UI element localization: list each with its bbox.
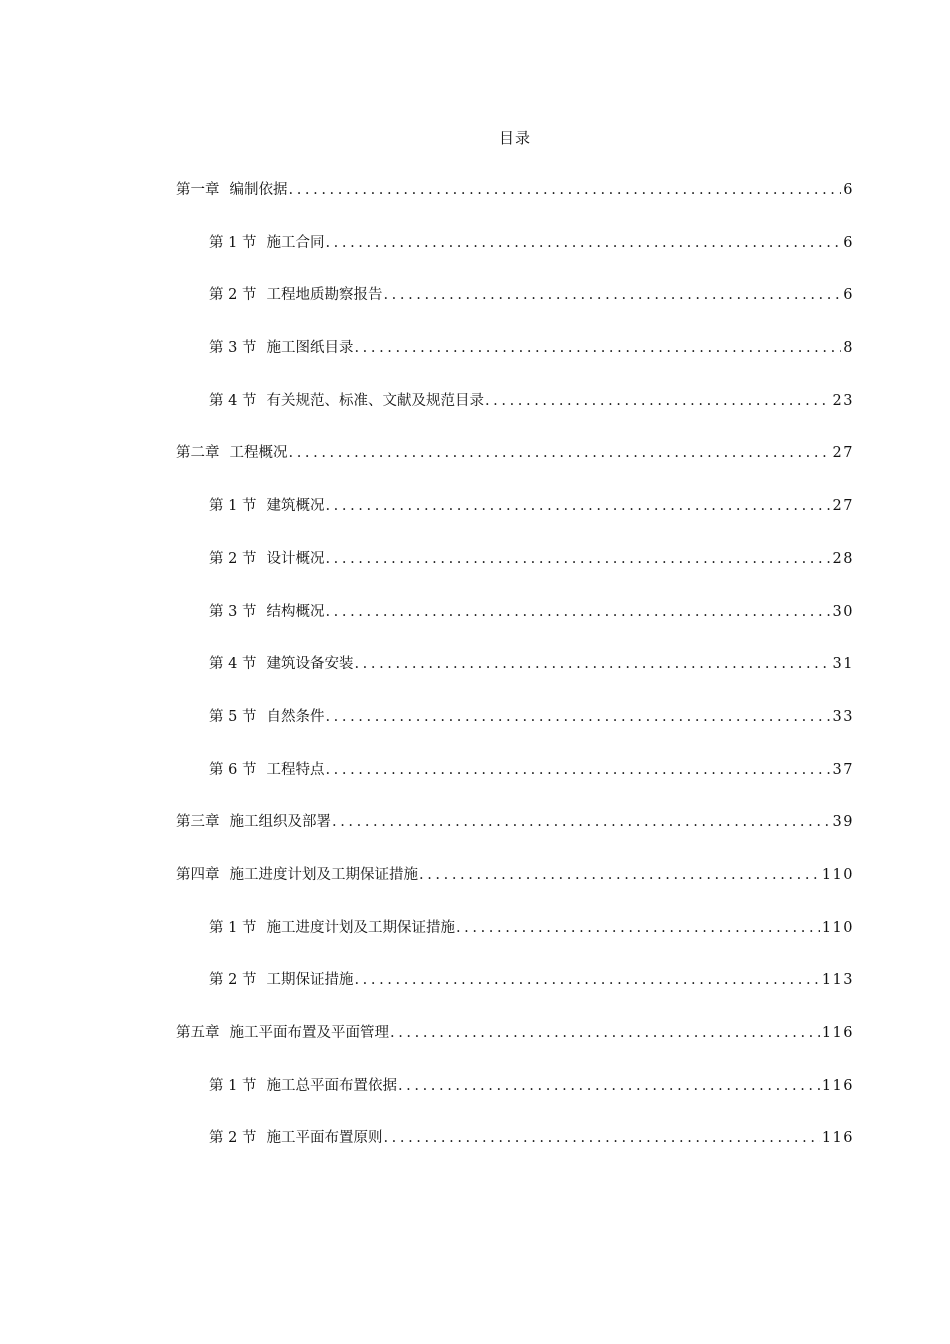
entry-number: 第二章 xyxy=(176,445,220,462)
entry-page-number: 113 xyxy=(821,972,854,989)
entry-number: 第 3 节 xyxy=(209,603,257,620)
dot-leader xyxy=(325,592,830,632)
entry-title: 工程地质勘察报告 xyxy=(266,287,383,304)
dot-leader xyxy=(325,697,830,737)
entry-number: 第 1 节 xyxy=(209,498,257,515)
entry-number: 第一章 xyxy=(176,182,220,198)
dot-leader xyxy=(325,223,841,263)
entry-number: 第 2 节 xyxy=(209,1130,257,1147)
entry-page-number: 33 xyxy=(832,708,854,725)
entry-number: 第 4 节 xyxy=(209,392,257,409)
entry-title: 工程概况 xyxy=(229,445,288,462)
toc-chapter-entry[interactable] xyxy=(0,855,950,908)
dot-leader xyxy=(325,486,830,526)
toc-chapter-entry[interactable] xyxy=(0,1013,950,1066)
entry-page-number: 6 xyxy=(843,234,854,251)
entry-title: 施工进度计划及工期保证措施 xyxy=(229,866,418,883)
toc-section-entry[interactable] xyxy=(0,223,950,276)
entry-page-number: 110 xyxy=(821,866,854,883)
dot-leader xyxy=(325,750,830,790)
entry-number: 第 2 节 xyxy=(209,287,257,304)
toc-section-entry[interactable] xyxy=(0,1066,950,1119)
entry-page-number: 39 xyxy=(832,814,854,831)
dot-leader xyxy=(354,960,819,1000)
dot-leader xyxy=(398,1066,820,1106)
toc-title: 目录 xyxy=(498,129,531,147)
entry-page-number: 116 xyxy=(821,1025,854,1041)
entry-title: 施工平面布置及平面管理 xyxy=(229,1025,389,1041)
entry-title: 工程特点 xyxy=(266,761,325,778)
entry-page-number: 30 xyxy=(832,603,854,620)
dot-leader xyxy=(485,381,831,421)
toc-section-entry[interactable] xyxy=(0,592,950,645)
entry-title: 建筑概况 xyxy=(266,498,325,515)
entry-page-number: 37 xyxy=(832,761,854,778)
entry-page-number: 28 xyxy=(832,550,854,567)
toc-section-entry[interactable] xyxy=(0,960,950,1013)
toc-section-entry[interactable] xyxy=(0,275,950,328)
dot-leader xyxy=(383,1118,819,1158)
entry-number: 第 4 节 xyxy=(209,656,257,673)
entry-page-number: 6 xyxy=(843,182,854,198)
entry-page-number: 116 xyxy=(821,1130,854,1147)
dot-leader xyxy=(354,644,830,684)
entry-number: 第 5 节 xyxy=(209,708,257,725)
dot-leader xyxy=(390,1013,820,1053)
entry-title: 施工平面布置原则 xyxy=(266,1130,383,1147)
entry-page-number: 27 xyxy=(832,498,854,515)
entry-number: 第三章 xyxy=(176,814,220,831)
dot-leader xyxy=(354,328,841,368)
entry-page-number: 110 xyxy=(821,919,854,936)
entry-page-number: 23 xyxy=(832,392,854,409)
entry-page-number: 27 xyxy=(832,445,854,462)
entry-title: 结构概况 xyxy=(266,603,325,620)
toc-section-entry[interactable] xyxy=(0,908,950,961)
toc-list xyxy=(0,170,950,1171)
entry-page-number: 8 xyxy=(843,340,854,357)
entry-page-number: 6 xyxy=(843,287,854,304)
toc-section-entry[interactable] xyxy=(0,644,950,697)
entry-title: 自然条件 xyxy=(266,708,325,725)
toc-section-entry[interactable] xyxy=(0,539,950,592)
entry-title: 建筑设备安装 xyxy=(266,656,354,673)
entry-title: 工期保证措施 xyxy=(266,972,354,989)
toc-chapter-entry[interactable] xyxy=(0,802,950,855)
entry-number: 第 2 节 xyxy=(209,972,257,989)
entry-title: 施工合同 xyxy=(266,234,325,251)
entry-number: 第 3 节 xyxy=(209,340,257,357)
entry-number: 第 1 节 xyxy=(209,919,257,936)
toc-section-entry[interactable] xyxy=(0,750,950,803)
dot-leader xyxy=(332,802,831,842)
entry-title: 施工进度计划及工期保证措施 xyxy=(266,919,455,936)
toc-section-entry[interactable] xyxy=(0,486,950,539)
entry-number: 第 6 节 xyxy=(209,761,257,778)
toc-chapter-entry[interactable] xyxy=(0,433,950,486)
entry-title: 施工总平面布置依据 xyxy=(266,1077,397,1094)
entry-page-number: 31 xyxy=(832,656,854,673)
entry-number: 第 2 节 xyxy=(209,550,257,567)
entry-number: 第 1 节 xyxy=(209,234,257,251)
toc-section-entry[interactable] xyxy=(0,697,950,750)
entry-page-number: 116 xyxy=(821,1077,854,1094)
dot-leader xyxy=(456,908,820,948)
dot-leader xyxy=(289,170,842,210)
dot-leader xyxy=(289,433,831,473)
toc-section-entry[interactable] xyxy=(0,381,950,434)
toc-chapter-entry[interactable] xyxy=(0,170,950,223)
entry-number: 第五章 xyxy=(176,1025,220,1041)
toc-section-entry[interactable] xyxy=(0,1118,950,1171)
entry-number: 第四章 xyxy=(176,866,220,883)
entry-title: 编制依据 xyxy=(229,182,288,198)
dot-leader xyxy=(383,275,841,315)
entry-title: 有关规范、标准、文献及规范目录 xyxy=(266,392,484,409)
entry-title: 施工图纸目录 xyxy=(266,340,354,357)
toc-section-entry[interactable] xyxy=(0,328,950,381)
entry-title: 施工组织及部署 xyxy=(229,814,331,831)
entry-title: 设计概况 xyxy=(266,550,325,567)
dot-leader xyxy=(419,855,820,895)
entry-number: 第 1 节 xyxy=(209,1077,257,1094)
dot-leader xyxy=(325,539,830,579)
